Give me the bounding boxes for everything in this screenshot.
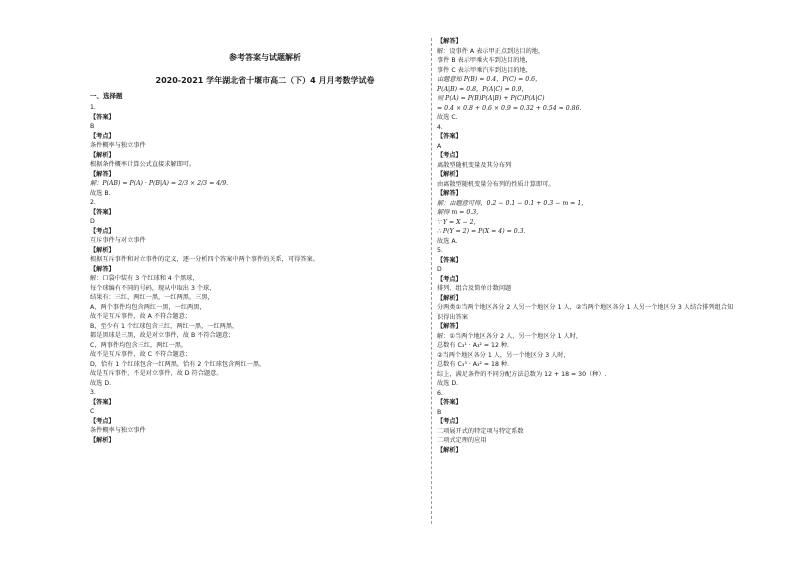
text-line: 条件概率与独立事件 <box>90 427 146 434</box>
text-line: 结果有：三红，两红一黑，一红两黑，三黑， <box>90 294 214 301</box>
text-line: 【解析】 <box>437 171 462 178</box>
text-line: B <box>437 408 442 416</box>
text-line: 解得 m = 0.3， <box>437 209 483 216</box>
text-line: 事件 B 表示甲乘火车到达目的地， <box>437 57 532 64</box>
right-column-lines <box>437 37 782 455</box>
section-heading: 一、选择题 <box>90 92 123 100</box>
text-line: 1. <box>90 104 96 111</box>
text-line: 【解答】 <box>90 170 115 178</box>
text-line: 互斥事件与对立事件 <box>90 237 146 244</box>
text-line: 每个球编有不同的号码，现从中取出 3 个球， <box>90 284 216 292</box>
text-line: 解：由题意可得，0.2 − 0.1 − 0.1 + 0.3 − m = 1， <box>437 199 588 207</box>
text-line: 二项展开式的特定项与特定系数 <box>437 427 524 435</box>
text-line: 【解析】 <box>90 436 115 444</box>
text-line: 6. <box>437 389 443 397</box>
text-line: = 0.4 × 0.8 + 0.6 × 0.9 = 0.32 + 0.54 = 0.86. <box>437 104 582 112</box>
text-line: ∴ P(Y = 2) = P(X = 4) = 0.3. <box>437 228 526 235</box>
text-line: 【解析】 <box>437 294 462 302</box>
text-line: 【考点】 <box>437 152 462 159</box>
text-line: 由离散型随机变量分布列的性质计算即可。 <box>437 180 555 188</box>
text-line: 综上，满足条件的不同分配方法总数为 12 + 18 = 30（种）. <box>437 370 607 378</box>
text-line: 【答案】 <box>90 113 115 121</box>
text-line: A，两个事件均包含两红一黑，一红两黑， <box>90 303 206 311</box>
column-divider <box>431 38 432 524</box>
text-line: 【解答】 <box>437 190 462 197</box>
text-line: 解：①当两个地区各分 2 人，另一个地区分 1 人时， <box>437 332 583 340</box>
text-line: 事件 C 表示甲乘汽车到达目的地， <box>437 66 532 74</box>
text-line: 3. <box>90 389 96 396</box>
text-line: 【解答】 <box>437 323 462 330</box>
text-line: D <box>90 218 95 225</box>
text-line: C，两事件均包含三红，两红一黑， <box>90 341 188 349</box>
text-line: 故选 B. <box>90 189 111 197</box>
text-line: 故选 D. <box>437 380 459 387</box>
text-line: 【解答】 <box>437 38 462 45</box>
text-line: 根据互斥事件和对立事件的定义，逐一分析四个答案中两个事件的关系，可得答案。 <box>90 256 319 263</box>
text-line: 总数有 C₃³ · A₃² = 18 种. <box>437 361 510 368</box>
text-line: 故是互斥事件，不是对立事件，故 D 符合题意。 <box>90 370 223 377</box>
text-line: 【考点】 <box>437 275 462 283</box>
text-line: 识得出答案 <box>437 313 468 321</box>
text-line: 故选 A. <box>437 237 458 245</box>
text-line: A <box>437 142 442 150</box>
text-line: ∵ Y = X − 2， <box>437 218 480 226</box>
text-line: D <box>437 266 442 273</box>
text-line: 4. <box>437 123 443 131</box>
page-subtitle: 2020-2021 学年湖北省十堰市高二（下）4 月月考数学试卷 <box>155 76 375 85</box>
text-line: 二项式定理的应用 <box>437 437 487 444</box>
text-line: 故选 C. <box>437 114 458 121</box>
text-line: P(A|B) = 0.8，P(A|C) = 0.9， <box>437 85 528 93</box>
page-title: 参考答案与试题解析 <box>229 53 301 62</box>
text-line: 都是黑球是三黑，故是对立事件，故 B 不符合题意； <box>90 332 235 339</box>
text-line: 5. <box>437 247 443 254</box>
text-line: B，至少有 1 个红球包含三红，两红一黑，一红两黑， <box>90 322 239 330</box>
text-line: ②当两个地区各分 1 人，另一个地区分 3 人时， <box>437 351 570 359</box>
text-line: 【答案】 <box>437 256 462 264</box>
text-line: 【解析】 <box>90 151 115 159</box>
text-line: B <box>90 123 95 130</box>
text-line: 【答案】 <box>90 398 115 406</box>
text-line: 【答案】 <box>90 208 115 216</box>
text-line: 【考点】 <box>437 418 462 425</box>
text-line: 则 P(A) = P(B)P(A|B) + P(C)P(A|C) <box>437 95 545 102</box>
text-line: 【解答】 <box>90 265 115 273</box>
text-line: 故不是互斥事件，故 C 不符合题意； <box>90 351 192 358</box>
text-line: 排列、组合及简单计数问题 <box>437 285 512 292</box>
text-line: 故选 D. <box>90 379 112 387</box>
text-line: 解：设事件 A 表示甲正点到达目的地， <box>437 47 545 55</box>
text-line: 解：口袋中装有 3 个红球和 4 个黑球， <box>90 275 199 282</box>
text-line: D，恰有 1 个红球包含一红两黑，恰有 2 个红球包含两红一黑， <box>90 360 266 368</box>
text-line: 【考点】 <box>90 227 115 235</box>
text-line: 【答案】 <box>437 133 462 140</box>
text-line: 【答案】 <box>437 399 462 406</box>
text-line: 根据条件概率计算公式直接求解即可。 <box>90 161 196 168</box>
text-line: 故不是互斥事件，故 A 不符合题意； <box>90 313 191 320</box>
text-line: 【考点】 <box>90 417 115 425</box>
text-line: 分两类①当两个地区各分 2 人另一个地区分 1 人，②当两个地区各分 1 人另一个地区分 3 人结合排列组合知 <box>437 304 734 311</box>
text-line: 解：P(AB) = P(A) · P(B|A) = 2/3 × 2/3 = 4/9. <box>90 180 229 187</box>
text-line: 离散型随机变量及其分布列 <box>437 161 512 169</box>
text-line: 条件概率与独立事件 <box>90 142 146 149</box>
left-column-lines <box>90 103 435 445</box>
text-line: 【解析】 <box>437 446 462 454</box>
text-line: 由题意知 P(B) = 0.4，P(C) = 0.6， <box>437 76 542 83</box>
text-line: 总数有 C₃¹ · A₃² = 12 种. <box>437 342 510 349</box>
text-line: 2. <box>90 199 96 206</box>
text-line: 【考点】 <box>90 132 115 140</box>
text-line: 【解析】 <box>90 246 115 254</box>
text-line: C <box>90 408 95 415</box>
